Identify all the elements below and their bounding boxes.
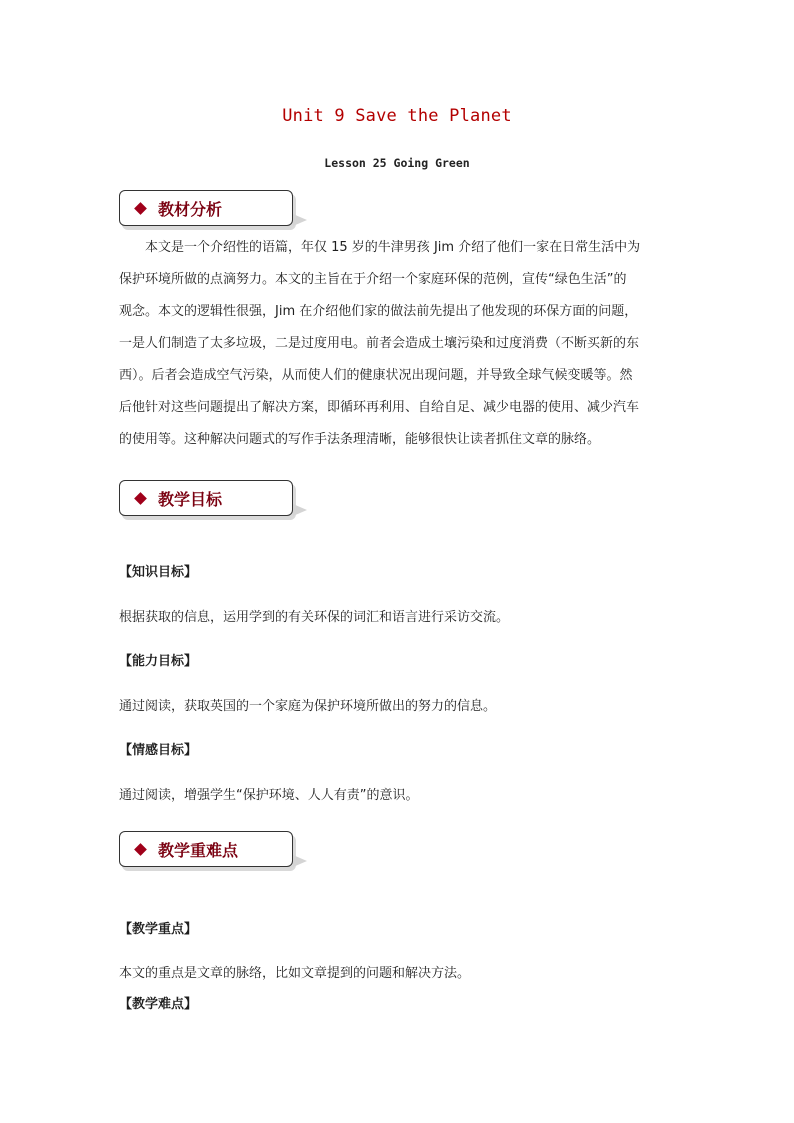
section-label: 教学目标: [158, 489, 223, 509]
ability-heading: 【能力目标】: [119, 654, 198, 669]
section-label: 教学重难点: [158, 840, 239, 860]
emotion-text: 通过阅读，增强学生“保护环境、人人有责”的意识。: [119, 788, 419, 803]
lesson-title: Lesson 25 Going Green: [324, 156, 470, 170]
analysis-line: 观念。本文的逻辑性很强，Jim 在介绍他们家的做法前先提出了他发现的环保方面的问题，: [119, 304, 638, 319]
unit-title: Unit 9 Save the Planet: [282, 106, 512, 126]
ability-text: 通过阅读，获取英国的一个家庭为保护环境所做出的努力的信息。: [119, 699, 497, 714]
focus-text: 本文的重点是文章的脉络，比如文章提到的问题和解决方法。: [119, 966, 471, 981]
focus-heading: 【教学重点】: [119, 922, 198, 937]
analysis-line: 西）。后者会造成空气污染，从而使人们的健康状况出现问题，并导致全球气候变暖等。然: [119, 368, 633, 383]
section-tail-decoration: [293, 504, 307, 516]
difficulty-heading: 【教学难点】: [119, 997, 198, 1012]
analysis-line: 本文是一个介绍性的语篇，年仅 15 岁的牛津男孩 Jim 介绍了他们一家在日常生活中为: [145, 240, 641, 255]
analysis-line: 后他针对这些问题提出了解决方案，即循环再利用、自给自足、减少电器的使用、减少汽车: [119, 400, 640, 415]
section-tail-decoration: [293, 855, 307, 867]
analysis-paragraph: [119, 232, 679, 456]
section-tail-decoration: [293, 214, 307, 226]
knowledge-heading: 【知识目标】: [119, 565, 198, 580]
diamond-bullet-icon: [134, 843, 147, 856]
diamond-bullet-icon: [134, 202, 147, 215]
diamond-bullet-icon: [134, 492, 147, 505]
section-header-key-points: [119, 831, 293, 867]
section-label: 教材分析: [158, 199, 223, 219]
emotion-heading: 【情感目标】: [119, 743, 198, 758]
section-header-objectives: [119, 480, 293, 516]
knowledge-text: 根据获取的信息，运用学到的有关环保的词汇和语言进行采访交流。: [119, 610, 510, 625]
analysis-line: 的使用等。这种解决问题式的写作手法条理清晰，能够很快让读者抓住文章的脉络。: [119, 432, 601, 447]
analysis-line: 一是人们制造了太多垃圾，二是过度用电。前者会造成土壤污染和过度消费（不断买新的东: [119, 336, 640, 351]
section-header-analysis: [119, 190, 293, 226]
analysis-line: 保护环境所做的点滴努力。本文的主旨在于介绍一个家庭环保的范例，宣传“绿色生活”的: [119, 272, 627, 287]
